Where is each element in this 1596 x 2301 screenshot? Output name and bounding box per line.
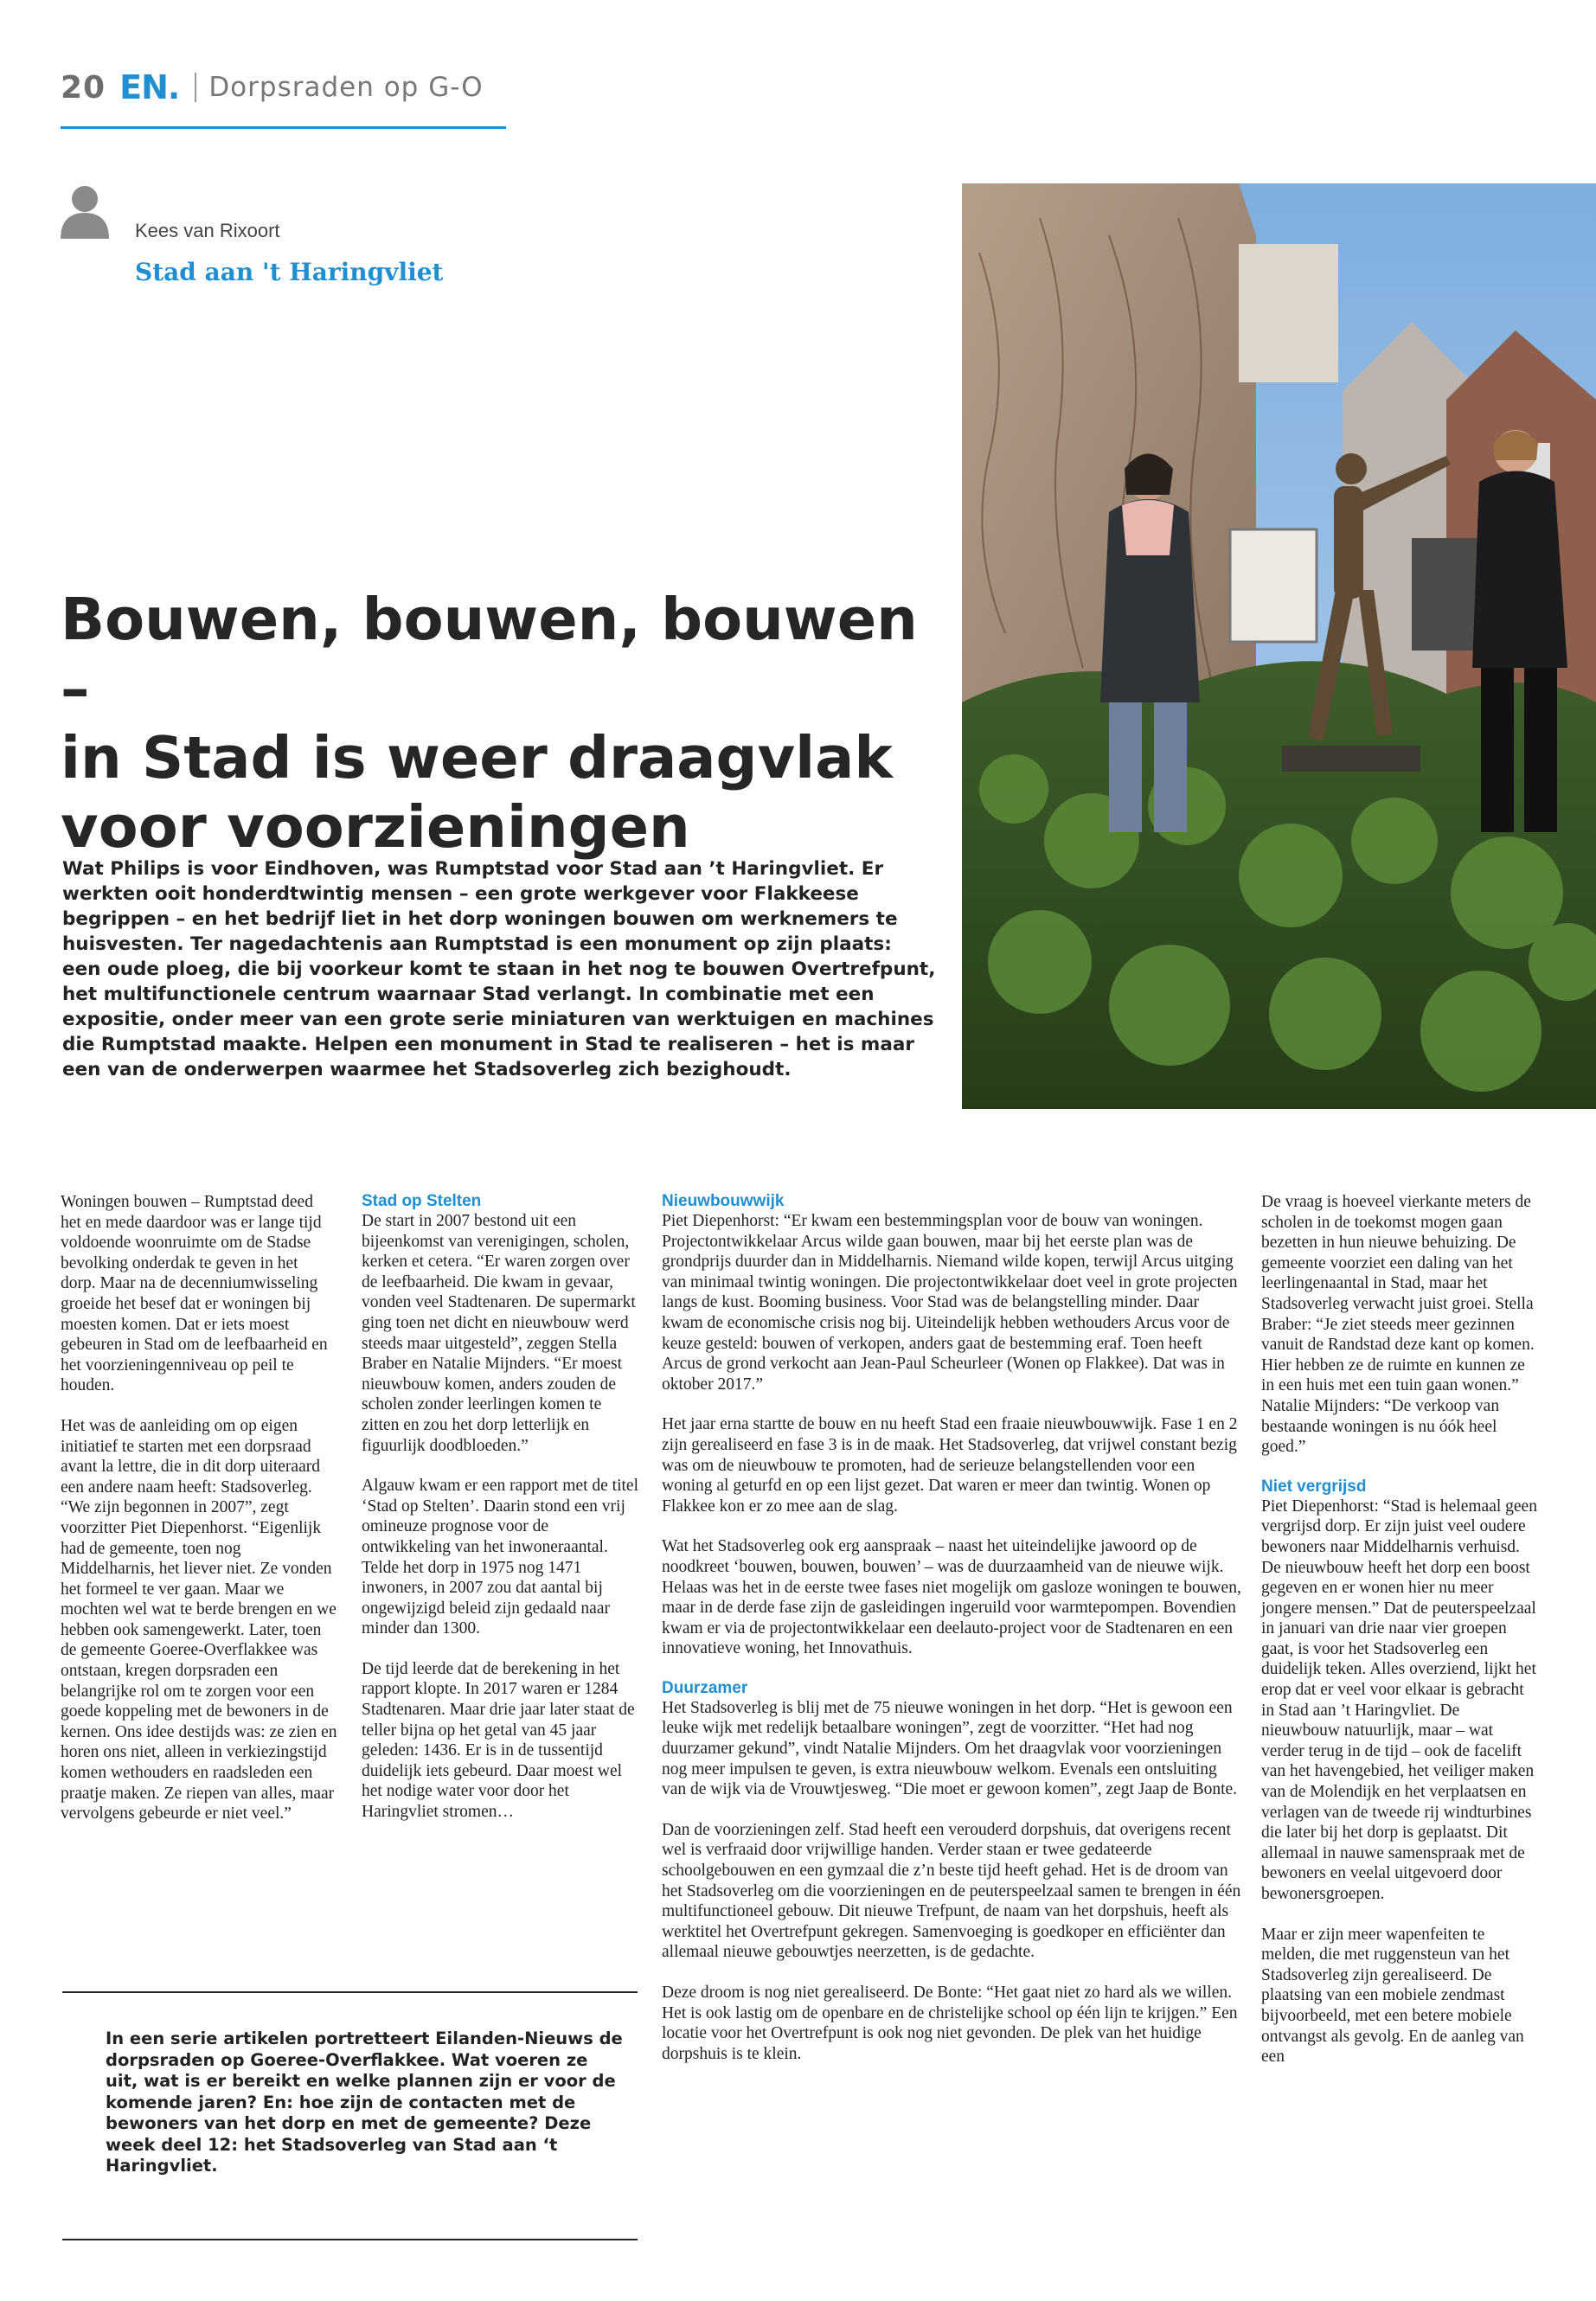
person-icon: [59, 183, 111, 239]
series-infobox: In een serie artikelen portretteert Eilanden-Nieuws de dorpsraden op Goeree-Overflakkee. Wat voeren ze uit, wat is er bereikt en welke plannen zijn er voor de komende jaren? En: hoe zijn de contacten met de bewoners van het dorp en met de gemeente? Deze week deel 12: het Stadsoverleg van Stad aan ‘t Haringvliet.: [106, 2029, 623, 2176]
subheading-nieuwbouwwijk: Nieuwbouwwijk: [662, 1192, 785, 1210]
headline-line-3: voor voorzieningen: [61, 793, 690, 861]
subheading-niet-vergrijsd: Niet vergrijsd: [1261, 1477, 1367, 1496]
text-column-4: [1261, 1192, 1538, 2087]
text-column-1: [61, 1192, 337, 1844]
paragraph: Dan de voorzieningen zelf. Stad heeft een verouderd dorpshuis, dat overigens recent wel is verfraaid door vrijwillige handen. Verder staan er twee gedateerde schoolgebouwen en een gymzaal die z’n beste tijd heeft gehad. Het is de droom van het Stadsoverleg om die voorzieningen en de peuterspeelzaal samen te brengen in één multifunctioneel gebouw. Dit nieuwe Trefpunt, de naam van het dorpshuis, heeft als werktitel het Overtrefpunt gekregen. Samenvoeging is goedkoper en efficiënter dan allemaal nieuwe gebouwtjes neerzetten, is de gedachte.: [662, 1820, 1241, 1962]
paragraph: Wat het Stadsoverleg ook erg aanspraak – naast het uiteindelijke jawoord op de noodkreet ‘bouwen, bouwen, bouwen’ – was de duurzaamheid van de nieuwe wijk. Helaas was het in de eerste twee fases niet mogelijk om gasloze woningen te bouwen, maar in de derde fase zijn de gasleidingen ingeruild voor warmtepompen. Bovendien kwam er via de projectontwikkelaar een deelauto-project voor de Stadtenaren en een innovatieve woning, het Innovathuis.: [662, 1537, 1241, 1658]
paragraph: Maar er zijn meer wapenfeiten te melden, die met ruggensteun van het Stadsoverleg zijn gerealiseerd. De plaatsing van een mobiele zendmast bijvoorbeeld, met een betere mobiele ontvangst als gevolg. En de aanleg van een: [1261, 1925, 1524, 2067]
paragraph: De start in 2007 bestond uit een bijeenkomst van verenigingen, scholen, kerken et cetera. “Er waren zorgen over de leefbaarheid. Die kwam in gevaar, vonden veel Stadtenaren. De supermarkt ging toen net dicht en nieuwbouw werd steeds maar uitgesteld”, zeggen Stella Braber en Natalie Mijnders. “Er moest nieuwbouw komen, anders zouden de scholen zonder leerlingen komen te zitten en zou het dorp letterlijk en figuurlijk doodbloeden.”: [362, 1212, 636, 1455]
headline-line-1: Bouwen, bouwen, bouwen –: [61, 586, 918, 722]
paragraph: Piet Diepenhorst: “Stad is helemaal geen vergrijsd dorp. Er zijn juist veel oudere bewoners naar Middelharnis verhuisd. De nieuwbouw heeft het dorp een boost gegeven en er wonen hier nu meer jongere mensen.” Dat de peuterspeelzaal in januari van drie naar vier groepen gaat, is voor het Stadsoverleg een duidelijk teken. Alles overziend, lijkt het erop dat er veel voor elkaar is gebracht in Stad aan ’t Haringvliet. De nieuwbouw natuurlijk, maar – wat verder terug in de tijd – ook de facelift van het havengebied, het veiliger maken van de Molendijk en het verplaatsen en verlagen van de tweede rij windturbines die later bij het dorp is geplaatst. Dit allemaal in nauwe samenspraak met de bewoners en veelal uitgevoerd door bewonersgroepen.: [1261, 1497, 1537, 1903]
headline-line-2: in Stad is weer draagvlak: [61, 724, 893, 792]
header-rule: [61, 126, 506, 129]
article-intro: Wat Philips is voor Eindhoven, was Rumptstad voor Stad aan ’t Haringvliet. Er werkten ooit honderdtwintig mensen – een grote werkgever voor Flakkeese begrippen – en het bedrijf liet in het dorp woningen bouwen om werknemers te huisvesten. Ter nagedachtenis aan Rumptstad is een monument op zijn plaats: een oude ploeg, die bij voorkeur komt te staan in het nog te bouwen Overtrefpunt, het multifunctionele centrum waarnaar Stad verlangt. In combinatie met een expositie, onder meer van een grote serie miniaturen van werktuigen en machines die Rumptstad maakte. Helpen een monument in Stad te realiseren – het is maar een van de onderwerpen waarmee het Stadsoverleg zich bezighoudt.: [62, 858, 936, 1080]
subheading-duurzamer: Duurzamer: [662, 1678, 748, 1697]
paragraph: Deze droom is nog niet gerealiseerd. De Bonte: “Het gaat niet zo hard als we willen. Het is ook lastig om de openbare en de christelijke school op één lijn te krijgen.” Een locatie voor het Overtrefpunt is ook nog niet gevonden. De plek van het huidige dorpshuis is te klein.: [662, 1984, 1238, 2063]
text-column-2: [362, 1192, 638, 1843]
infobox-rule-top: [62, 1991, 638, 1993]
page-number: 20: [61, 69, 106, 106]
article-photo: [962, 183, 1596, 1109]
paragraph: Het was de aanleiding om op eigen initiatief te starten met een dorpsraad avant la lettre, die in dit dorp uiteraard een andere naam heeft: Stadsoverleg. “We zijn begonnen in 2007”, zegt voorzitter Piet Diepenhorst. “Eigenlijk had de gemeente, toen nog Middelharnis, het liever niet. Ze vonden het formeel te ver gaan. Maar we mochten wel wat te berde brengen en we hebben ook samengewerkt. Later, toen de gemeente Goeree-Overflakkee was ontstaan, kregen dorpsraden een belangrijke rol om te zorgen voor een goede koppeling met de bewoners in de kernen. Ons idee destijds was: ze zien en horen ons niet, alleen in verkiezingstijd komen wethouders en raadsleden een praatje maken. Ze riepen van alles, maar vervolgens gebeurde er niet veel.”: [61, 1416, 337, 1823]
section-title: Dorpsraden op G-O: [208, 72, 484, 103]
paragraph: Woningen bouwen – Rumptstad deed het en mede daardoor was er lange tijd voldoende woonruimte om de Stadse bevolking onderdak te geven in het dorp. Maar na de decenniumwisseling groeide het besef dat er woningen bij moesten komen. Dat er iets moest gebeuren in Stad om de leefbaarheid en het voorzieningenniveau op peil te houden.: [61, 1193, 328, 1395]
header-divider: [195, 73, 196, 102]
paragraph: Piet Diepenhorst: “Er kwam een bestemmingsplan voor de bouw van woningen. Projectontwikkelaar Arcus wilde gaan bouwen, maar bij het eerste plan was de grondprijs duurder dan in Middelharnis. Niemand wilde kopen, terwijl Arcus uitging van minimaal twintig woningen. Die projectontwikkelaar doet veel in grote projecten langs de kust. Booming business. Voor Stad was de belangstelling minder. Daar kwam de economische crisis nog bij. Uiteindelijk hebben wethouders Arcus voor de keuze gesteld: bouwen of verkopen, anders gaat de bestemming eraf. Toen heeft Arcus de grond verkocht aan Jean-Paul Scheurleer (Wonen op Flakkee). Dat was in oktober 2017.”: [662, 1212, 1238, 1394]
infobox-rule-bottom: [62, 2239, 638, 2240]
paragraph: Het jaar erna startte de bouw en nu heeft Stad een fraaie nieuwbouwwijk. Fase 1 en 2 zijn gerealiseerd en fase 3 is in de maak. Het Stadsoverleg, dat vrijwel constant bezig was om de nieuwbouw te promoten, had de serieuze belangstellenden voor een woning al geturfd en op een lijst gezet. Dat waren er meer dan twintig. Wonen op Flakkee kon er zo mee aan de slag.: [662, 1415, 1238, 1516]
page-header: [61, 69, 484, 106]
subheading-stad-op-stelten: Stad op Stelten: [362, 1192, 482, 1210]
article-headline: [61, 585, 934, 862]
text-column-3: [662, 1192, 1241, 2084]
paragraph: Het Stadsoverleg is blij met de 75 nieuwe woningen in het dorp. “Het is gewoon een leuke wijk met redelijk betaalbare woningen”, zegt de voorzitter. “Het had nog duurzamer gekund”, vindt Natalie Mijnders. Om het draagvlak voor voorzieningen nog meer impulsen te geven, is extra nieuwbouw welkom. Evenals een ontsluiting van de wijk via de Vrouwtjesweg. “Die moet er gewoon komen”, zegt Jaap de Bonte.: [662, 1698, 1238, 1799]
paragraph: Algauw kwam er een rapport met de titel ‘Stad op Stelten’. Daarin stond een vrij omineuze prognose voor de ontwikkeling van het inwoneraantal. Telde het dorp in 1975 nog 1471 inwoners, in 2007 zou dat aantal bij ongewijzigd beleid zijn gedaald naar minder dan 1300.: [362, 1477, 639, 1638]
paragraph: De tijd leerde dat de berekening in het rapport klopte. In 2017 waren er 1284 Stadtenaren. Maar drie jaar later staat de teller bijna op het getal van 45 jaar geleden: 1436. Er is in de tussentijd duidelijk iets gebeurd. Daar moest wel het nodige water voor door het Haringvliet stromen…: [362, 1659, 635, 1822]
place-name: Stad aan 't Haringvliet: [135, 258, 444, 286]
newspaper-logo: EN.: [119, 68, 180, 106]
paragraph: De vraag is hoeveel vierkante meters de scholen in de toekomst mogen gaan bezetten in hun nieuwe behuizing. De gemeente voorziet een daling van het leerlingenaantal in Stad, maar het Stadsoverleg verwacht juist groei. Stella Braber: “Je ziet steeds meer gezinnen vanuit de Randstad deze kant op komen. Hier hebben ze de ruimte en kunnen ze in een huis met een tuin gaan wonen.” Natalie Mijnders: “De verkoop van bestaande woningen is nu óók heel goed.”: [1261, 1193, 1535, 1457]
author-name: Kees van Rixoort: [135, 220, 280, 241]
